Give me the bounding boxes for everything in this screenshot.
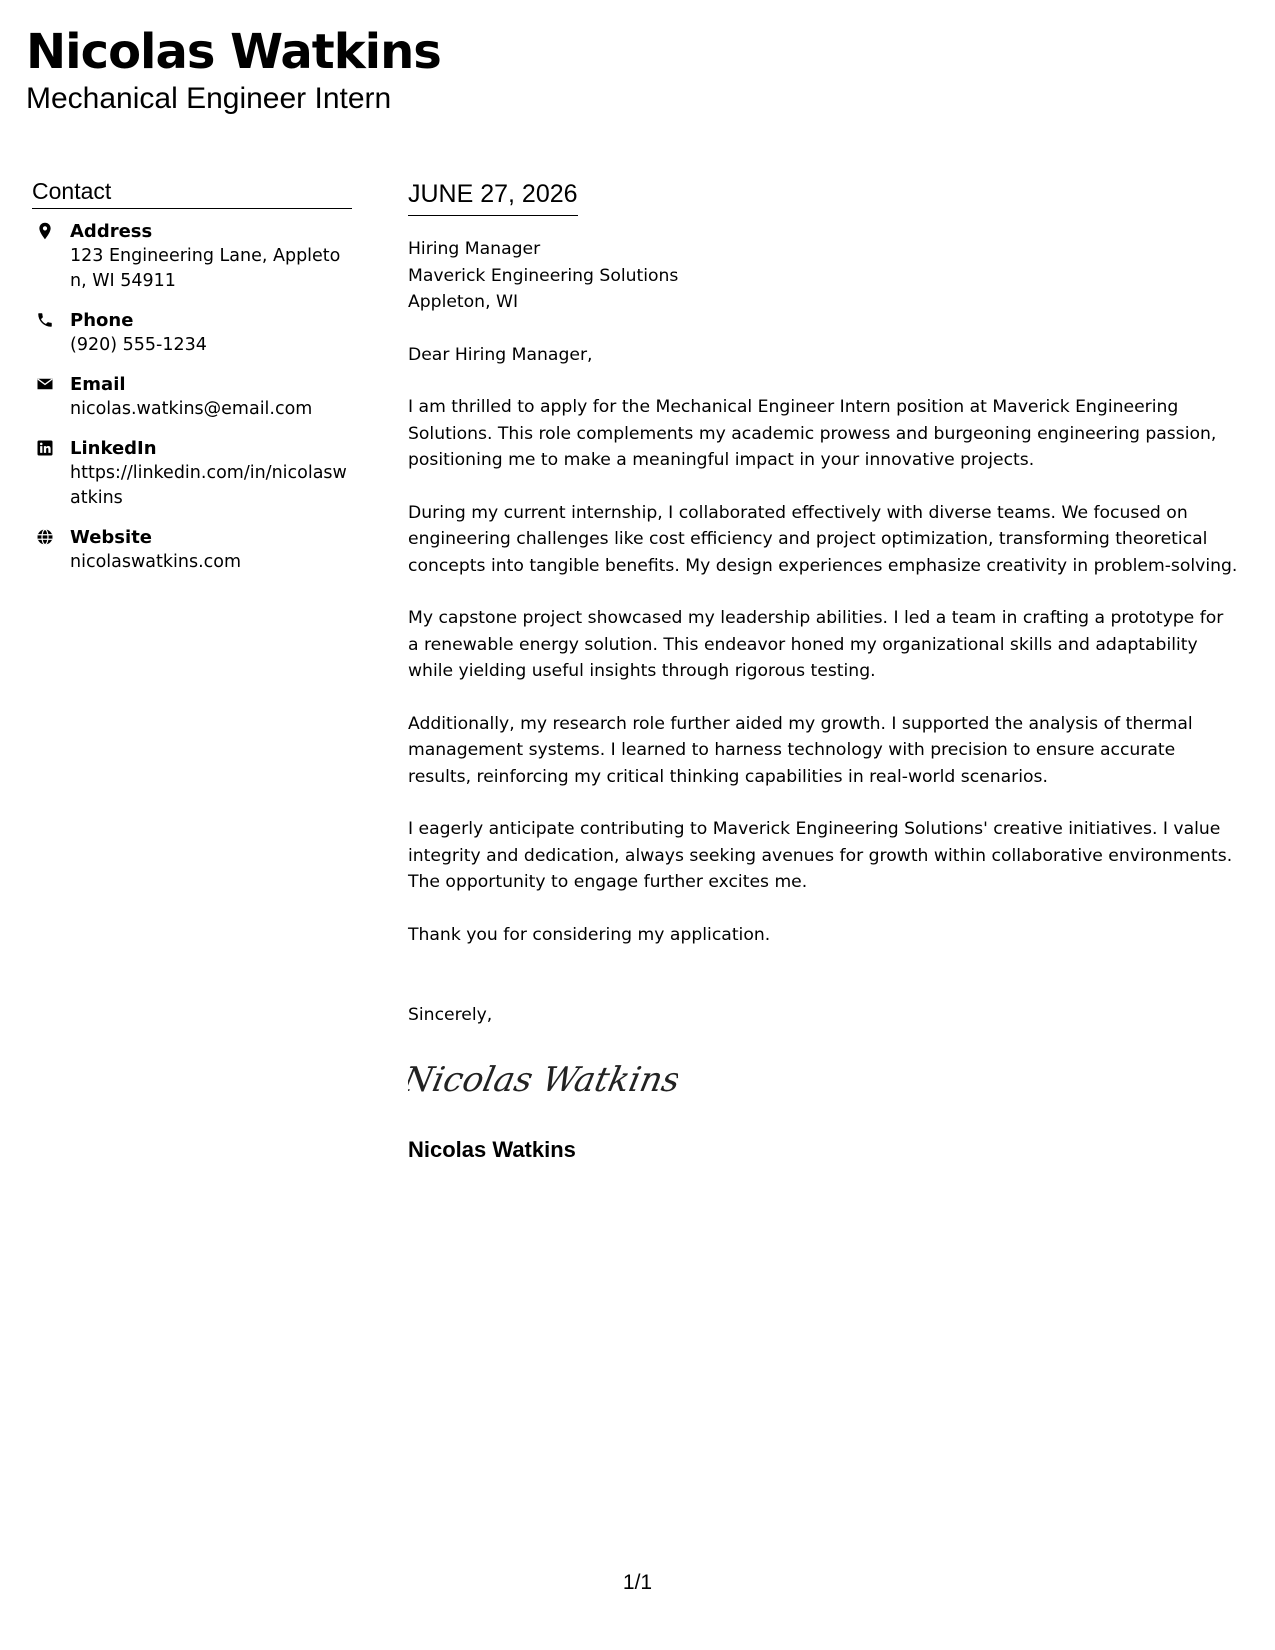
phone-icon	[36, 311, 54, 329]
contact-email	[32, 372, 352, 422]
contact-address	[32, 219, 352, 294]
body-paragraph: I eagerly anticipate contributing to Maverick Engineering Solutions' creative initiatives. I value integrity and dedication, always seeking avenues for growth within collaborative environments. The opportunity to engage further excites me.	[408, 819, 1233, 892]
recipient-line: Maverick Engineering Solutions	[408, 265, 679, 286]
contact-label: Phone	[70, 310, 134, 331]
linkedin-icon	[36, 439, 54, 457]
signed-name: Nicolas Watkins	[408, 1137, 576, 1162]
body-paragraph: Additionally, my research role further aided my growth. I supported the analysis of thermal management systems. I learned to harness technology with precision to ensure accurate results, reinforcing my critical thinking capabilities in real-world scenarios.	[408, 713, 1193, 787]
applicant-title: Mechanical Engineer Intern	[26, 82, 392, 115]
signature-text: Nicolas Watkins	[408, 1059, 678, 1100]
contact-sidebar	[32, 176, 352, 589]
applicant-name: Nicolas Watkins	[26, 24, 441, 80]
email-value: nicolas.watkins@email.com	[70, 399, 313, 419]
address-value: 123 Engineering Lane, Appleton, WI 54911	[70, 246, 341, 291]
website-value: nicolaswatkins.com	[70, 552, 242, 572]
letter-date: JUNE 27, 2026	[408, 176, 578, 216]
recipient-line: Appleton, WI	[408, 292, 519, 312]
contact-label: Address	[70, 221, 153, 242]
contact-label: Website	[70, 527, 153, 548]
letter-body	[408, 176, 1238, 1165]
body-paragraph: Thank you for considering my application.	[408, 924, 771, 945]
linkedin-value: https://linkedin.com/in/nicolaswatkins	[70, 463, 347, 508]
map-pin-icon	[36, 222, 54, 240]
recipient-line: Hiring Manager	[408, 239, 541, 259]
closing: Sincerely,	[408, 1005, 493, 1025]
contact-phone	[32, 308, 352, 358]
salutation: Dear Hiring Manager,	[408, 344, 593, 365]
phone-value: (920) 555-1234	[70, 335, 207, 355]
contact-linkedin	[32, 436, 352, 511]
contact-website	[32, 525, 352, 575]
body-paragraph: My capstone project showcased my leadership abilities. I led a team in crafting a prototype for a renewable energy solution. This endeavor honed my organizational skills and adaptability while yielding useful insights through rigorous testing.	[408, 608, 1224, 681]
envelope-icon	[36, 375, 54, 393]
page-number: 1/1	[622, 1571, 653, 1594]
recipient-block	[408, 236, 1238, 316]
contact-heading: Contact	[32, 176, 352, 209]
contact-label: Email	[70, 374, 126, 395]
letter-header	[26, 22, 441, 116]
body-paragraph: During my current internship, I collaborated effectively with diverse teams. We focused on engineering challenges like cost efficiency and project optimization, transforming theoretical concepts into tangible benefits. My design experiences emphasize creativity in problem-solving.	[408, 502, 1238, 576]
contact-label: LinkedIn	[70, 438, 157, 459]
handwritten-signature	[408, 1049, 678, 1109]
globe-icon	[36, 528, 54, 546]
body-paragraph: I am thrilled to apply for the Mechanical Engineer Intern position at Maverick Engineering Solutions. This role complements my academic prowess and burgeoning engineering passion, positioning me to make a meaningful impact in your innovative projects.	[408, 397, 1217, 470]
